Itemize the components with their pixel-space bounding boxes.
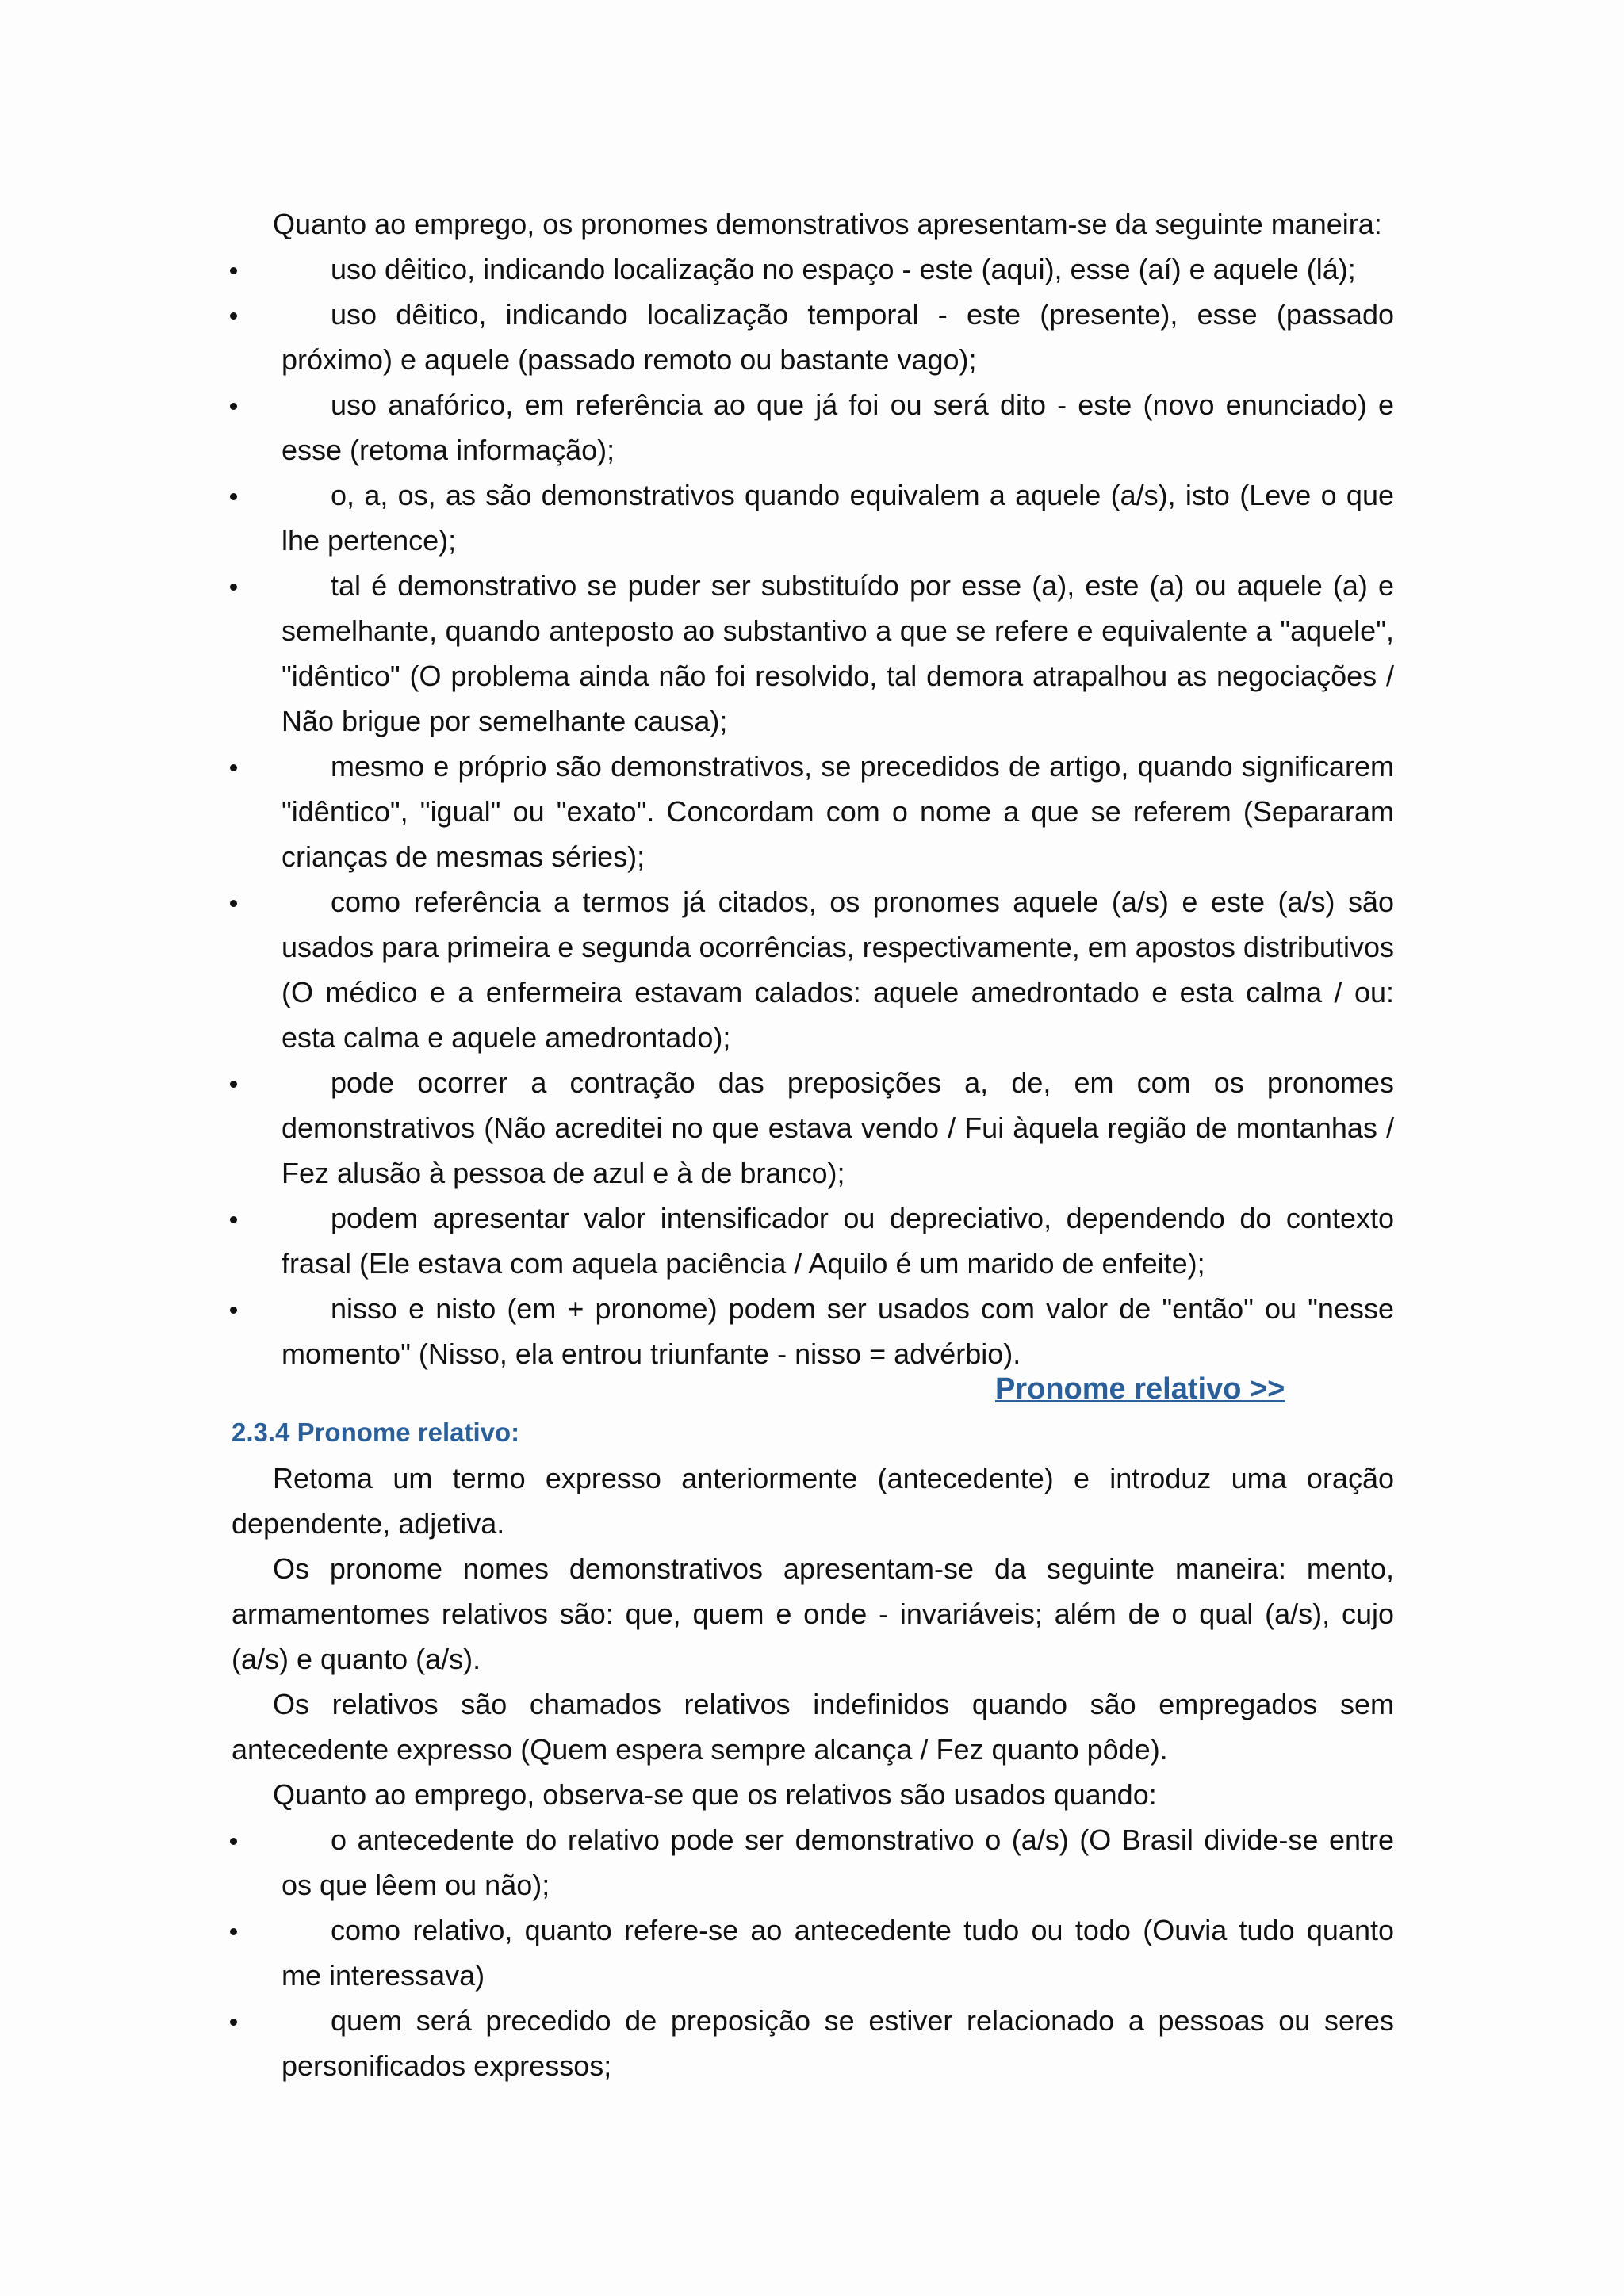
- bullet-icon: [230, 1081, 237, 1088]
- bullet-icon: [230, 1928, 237, 1935]
- bullet-icon: [230, 900, 237, 907]
- bullet-icon: [230, 1307, 237, 1314]
- list-item: quem será precedido de preposição se estiver relacionado a pessoas ou seres personificados expressos;: [232, 1998, 1394, 2088]
- list-item: tal é demonstrativo se puder ser substituído por esse (a), este (a) ou aquele (a) e semelhante, quando anteposto ao substantivo a que se refere e equivalente a "aquele", "idêntico" (O problema ainda não foi resolvido, tal demora atrapalhou as negociações / Não brigue por semelhante causa);: [232, 563, 1394, 744]
- intro-paragraph: Quanto ao emprego, os pronomes demonstrativos apresentam-se da seguinte maneira:: [273, 208, 1382, 240]
- pronome-relativo-link[interactable]: Pronome relativo >>: [995, 1372, 1285, 1406]
- list-item: uso dêitico, indicando localização no espaço - este (aqui), esse (aí) e aquele (lá);: [232, 247, 1394, 292]
- bullet-icon: [230, 764, 237, 771]
- relative-usage-list: [232, 1817, 1394, 2088]
- list-item: pode ocorrer a contração das preposições a, de, em com os pronomes demonstrativos (Não acreditei no que estava vendo / Fui àquela região de montanhas / Fez alusão à pessoa de azul e à de branco);: [232, 1060, 1394, 1196]
- bullet-icon: [230, 2019, 237, 2026]
- list-item: nisso e nisto (em + pronome) podem ser usados com valor de "então" ou "nesse momento" (Nisso, ela entrou triunfante - nisso = advérbio).: [232, 1286, 1394, 1376]
- body-paragraph: Quanto ao emprego, observa-se que os relativos são usados quando:: [273, 1778, 1157, 1811]
- section-heading: 2.3.4 Pronome relativo:: [232, 1418, 520, 1447]
- demonstrative-usage-list: [232, 247, 1394, 1376]
- list-item: podem apresentar valor intensificador ou depreciativo, dependendo do contexto frasal (Ele estava com aquela paciência / Aquilo é um marido de enfeite);: [232, 1196, 1394, 1286]
- list-item: o antecedente do relativo pode ser demonstrativo o (a/s) (O Brasil divide-se entre os que lêem ou não);: [232, 1817, 1394, 1908]
- list-item: mesmo e próprio são demonstrativos, se precedidos de artigo, quando significarem "idêntico", "igual" ou "exato". Concordam com o nome a que se referem (Separaram crianças de mesmas séries);: [232, 744, 1394, 879]
- body-paragraph: Os relativos são chamados relativos indefinidos quando são empregados sem antecedente expresso (Quem espera sempre alcança / Fez quanto pôde).: [232, 1688, 1394, 1766]
- body-paragraph: Retoma um termo expresso anteriormente (antecedente) e introduz uma oração dependente, adjetiva.: [232, 1462, 1394, 1540]
- bullet-icon: [230, 312, 237, 320]
- bullet-icon: [230, 1838, 237, 1845]
- bullet-icon: [230, 403, 237, 410]
- list-item: uso anafórico, em referência ao que já foi ou será dito - este (novo enunciado) e esse (retoma informação);: [232, 382, 1394, 473]
- list-item: como referência a termos já citados, os pronomes aquele (a/s) e este (a/s) são usados para primeira e segunda ocorrências, respectivamente, em apostos distributivos (O médico e a enfermeira estavam calados: aquele amedrontado e esta calma / ou: esta calma e aquele amedrontado);: [232, 879, 1394, 1060]
- bullet-icon: [230, 1216, 237, 1223]
- body-paragraph: Os pronome nomes demonstrativos apresentam-se da seguinte maneira: mento, armamentomes relativos são: que, quem e onde - invariáveis; além de o qual (a/s), cujo (a/s) e quanto (a/s).: [232, 1552, 1394, 1675]
- document-page: [232, 201, 1394, 2088]
- list-item: uso dêitico, indicando localização temporal - este (presente), esse (passado próximo) e aquele (passado remoto ou bastante vago);: [232, 292, 1394, 382]
- list-item: como relativo, quanto refere-se ao antecedente tudo ou todo (Ouvia tudo quanto me interessava): [232, 1908, 1394, 1998]
- list-item: o, a, os, as são demonstrativos quando equivalem a aquele (a/s), isto (Leve o que lhe pertence);: [232, 473, 1394, 563]
- bullet-icon: [230, 584, 237, 591]
- bullet-icon: [230, 267, 237, 274]
- link-row: [232, 1372, 1394, 1413]
- bullet-icon: [230, 493, 237, 500]
